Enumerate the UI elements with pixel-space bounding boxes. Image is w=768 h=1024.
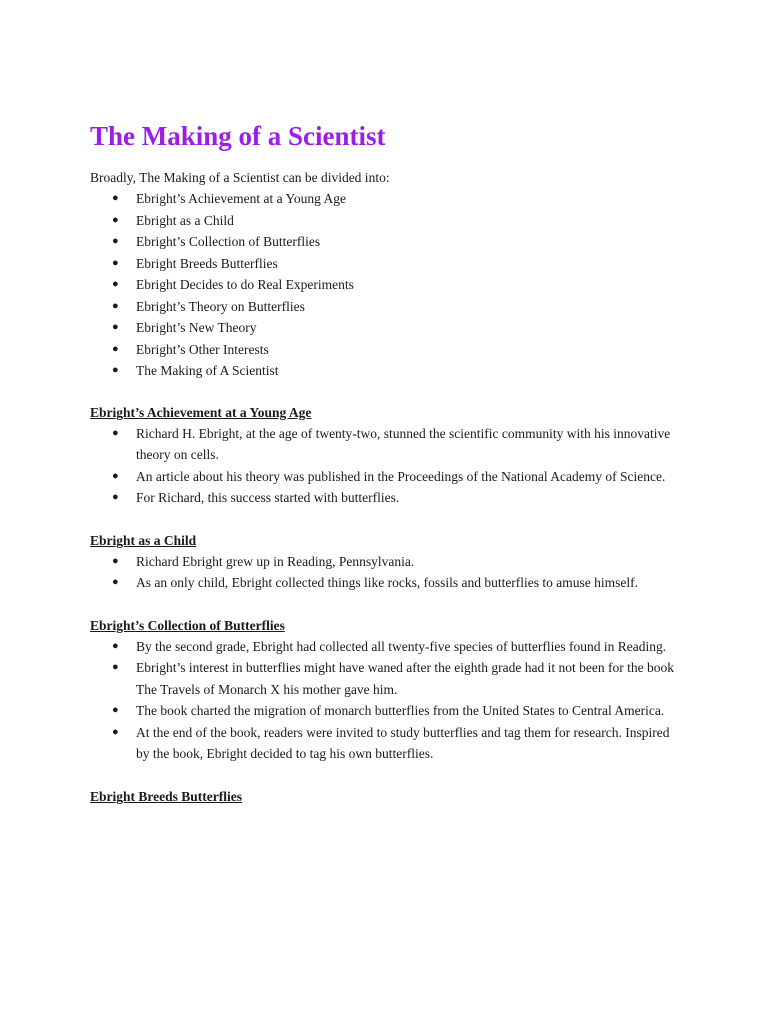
toc-item [90,253,680,275]
toc-item-label: Ebright Breeds Butterflies [136,255,278,271]
bullet-icon: ● [112,321,119,333]
bullet-icon: ● [112,364,119,376]
toc-item-label: Ebright as a Child [136,212,234,228]
list-item [90,487,680,509]
intro-paragraph: Broadly, The Making of a Scientist can be divided into: [90,170,390,185]
section-heading-child: Ebright as a Child [90,532,197,548]
list-item-text: Ebright’s interest in butterflies might have waned after the eighth grade had it not been for the book The Travels of Monarch X his mother gave him. [136,660,674,697]
toc-item [90,231,680,253]
list-item [90,551,680,573]
toc-item-label: Ebright’s Achievement at a Young Age [136,191,346,206]
toc-item-label: Ebright’s Theory on Butterflies [136,298,305,314]
list-item-text: By the second grade, Ebright had collected all twenty-five species of butterflies found in Reading. [136,638,667,654]
list-item [90,700,680,722]
bullet-icon: ● [112,704,119,716]
section-heading-breeds: Ebright Breeds Butterflies [90,788,242,804]
toc-item-label: The Making of A Scientist [136,363,279,378]
toc-item-label: Ebright’s Other Interests [136,341,269,357]
bullet-icon: ● [112,576,119,588]
list-item-text: The book charted the migration of monarch butterflies from the United States to Central America. [136,703,665,718]
section-list-child [90,551,680,594]
toc-item-label: Ebright Decides to do Real Experiments [136,277,354,292]
list-item [90,657,680,700]
bullet-icon: ● [112,299,119,312]
list-item [90,722,680,765]
document-title: The Making of a Scientist [90,121,386,151]
list-item-text: As an only child, Ebright collected things like rocks, fossils and butterflies to amuse himself. [136,575,639,590]
section-list-collection [90,636,680,765]
bullet-icon: ● [112,554,119,567]
toc-item [90,296,680,318]
toc-item-label: Ebright’s Collection of Butterflies [136,234,321,249]
bullet-icon: ● [112,213,119,226]
toc-item [90,339,680,361]
toc-item [90,274,680,296]
list-item-text: For Richard, this success started with butterflies. [136,490,400,505]
list-item-text: An article about his theory was published in the Proceedings of the National Academy of Science. [136,468,666,484]
toc-list [90,188,680,382]
bullet-icon: ● [112,469,119,482]
list-item-text: Richard H. Ebright, at the age of twenty-two, stunned the scientific community with his innovative theory on cells. [136,425,671,462]
list-item [90,423,680,466]
bullet-icon: ● [112,278,119,290]
toc-item [90,210,680,232]
list-item [90,636,680,658]
section-heading-achievement: Ebright’s Achievement at a Young Age [90,404,312,420]
bullet-icon: ● [112,725,119,738]
bullet-icon: ● [112,192,119,204]
section-heading-collection: Ebright’s Collection of Butterflies [90,617,285,633]
list-item-text: At the end of the book, readers were invited to study butterflies and tag them for research. Inspired by the book, Ebright decided to tag his own butterflies. [136,724,670,761]
toc-item [90,317,680,339]
list-item [90,572,680,594]
bullet-icon: ● [112,639,119,652]
document-page [90,118,680,807]
bullet-icon: ● [112,426,119,439]
section-list-achievement [90,423,680,509]
toc-item-label: Ebright’s New Theory [136,320,257,335]
list-item-text: Richard Ebright grew up in Reading, Pennsylvania. [136,553,415,569]
bullet-icon: ● [112,661,119,673]
toc-item [90,360,680,382]
list-item [90,466,680,488]
bullet-icon: ● [112,256,119,269]
bullet-icon: ● [112,235,119,247]
bullet-icon: ● [112,491,119,503]
bullet-icon: ● [112,342,119,355]
toc-item [90,188,680,210]
